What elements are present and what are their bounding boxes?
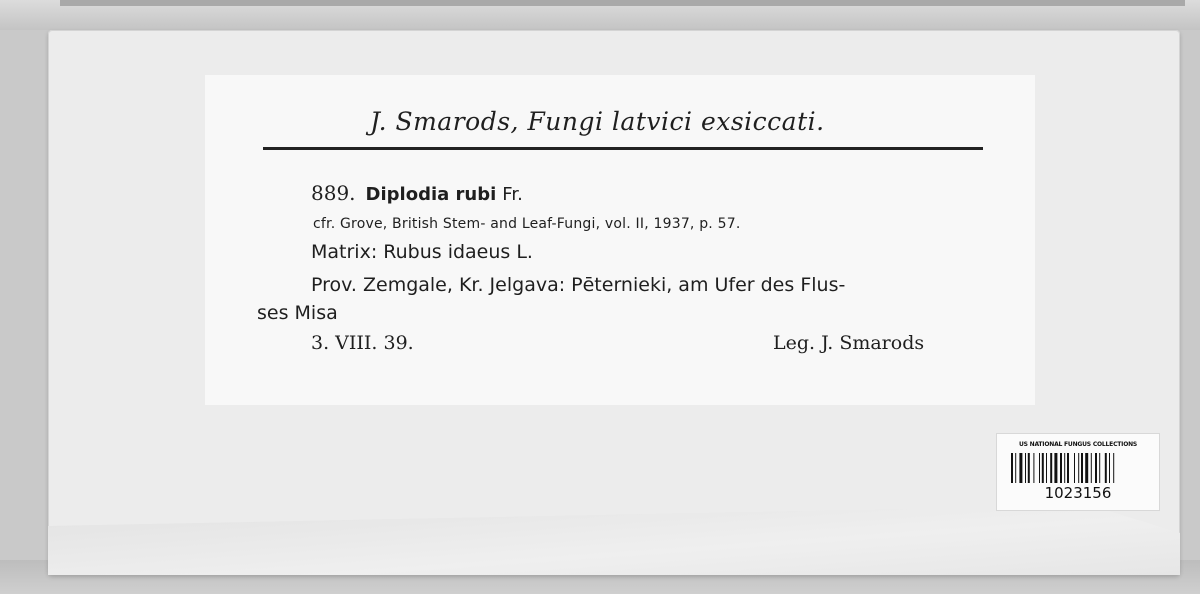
title-rule [263, 147, 983, 150]
reference-line: cfr. Grove, British Stem- and Leaf-Fungi, vol. II, 1937, p. 57. [313, 216, 741, 232]
barcode-label [997, 434, 1159, 510]
label-title: J. Smarods, Fungi latvici exsiccati. [370, 107, 825, 136]
collection-name: US NATIONAL FUNGUS COLLECTIONS [1018, 441, 1138, 448]
specimen-label [205, 75, 1035, 405]
locality-line-2: ses Misa [257, 302, 338, 324]
barcode-icon [1011, 453, 1145, 483]
barcode-number: 1023156 [1044, 484, 1112, 502]
exsiccata-number: 889. [311, 181, 356, 205]
taxon-line [311, 181, 523, 205]
locality-line-1: Prov. Zemgale, Kr. Jelgava: Pēternieki, am Ufer des Flus- [311, 274, 846, 296]
background-strip-top [0, 0, 1200, 30]
taxon-author: Fr. [502, 184, 523, 205]
collection-date: 3. VIII. 39. [311, 332, 414, 354]
matrix-line: Matrix: Rubus idaeus L. [311, 241, 533, 263]
taxon-name: Diplodia rubi [365, 184, 497, 205]
previous-sheet-edge [60, 0, 1185, 6]
collector: Leg. J. Smarods [773, 332, 925, 354]
